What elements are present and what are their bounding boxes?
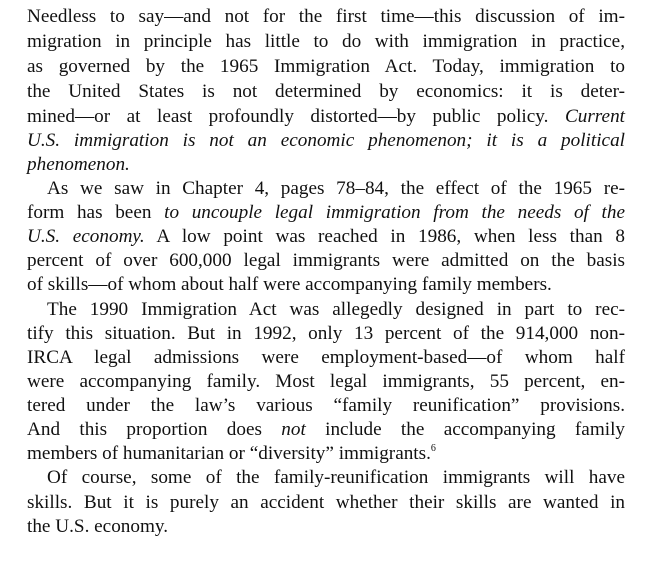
- text-line: were accompanying family. Most legal immigrants, 55 percent, en-: [27, 371, 625, 392]
- text-line: mined—or at least profoundly distorted—by public policy. Current: [27, 106, 625, 127]
- text-line: The 1990 Immigration Act was allegedly designed in part to rec-: [47, 299, 625, 320]
- text-line: Needless to say—and not for the first time—this discussion of im-: [27, 6, 625, 27]
- text-line: U.S. immigration is not an economic phenomenon; it is a political: [27, 130, 625, 151]
- text-line: as governed by the 1965 Immigration Act. Today, immigration to: [27, 56, 625, 77]
- text-line: of skills—of whom about half were accompanying family members.: [27, 274, 552, 295]
- text-line: tify this situation. But in 1992, only 13 percent of the 914,000 non-: [27, 323, 625, 344]
- text-line: percent of over 600,000 legal immigrants were admitted on the basis: [27, 250, 625, 271]
- text-line: And this proportion does not include the accompanying family: [27, 419, 625, 440]
- text-line: As we saw in Chapter 4, pages 78–84, the effect of the 1965 re-: [47, 178, 625, 199]
- text-line: Of course, some of the family-reunification immigrants will have: [47, 467, 625, 488]
- text-line: members of humanitarian or “diversity” immigrants.$^6$: [27, 442, 436, 464]
- text-line: phenomenon.: [27, 154, 130, 175]
- text-line: IRCA legal admissions were employment-based—of whom half: [27, 347, 625, 368]
- text-line: the United States is not determined by economics: it is deter-: [27, 81, 625, 102]
- text-line: form has been to uncouple legal immigration from the needs of the: [27, 202, 625, 223]
- text-line: the U.S. economy.: [27, 516, 169, 537]
- text-line: skills. But it is purely an accident whether their skills are wanted in: [27, 492, 625, 513]
- footnote-marker: 6: [430, 442, 436, 454]
- text-line: migration in principle has little to do with immigration in practice,: [27, 31, 625, 52]
- text-line: U.S. economy. A low point was reached in 1986, when less than 8: [27, 226, 626, 247]
- text-line: tered under the law’s various “family reunification” provisions.: [27, 395, 625, 416]
